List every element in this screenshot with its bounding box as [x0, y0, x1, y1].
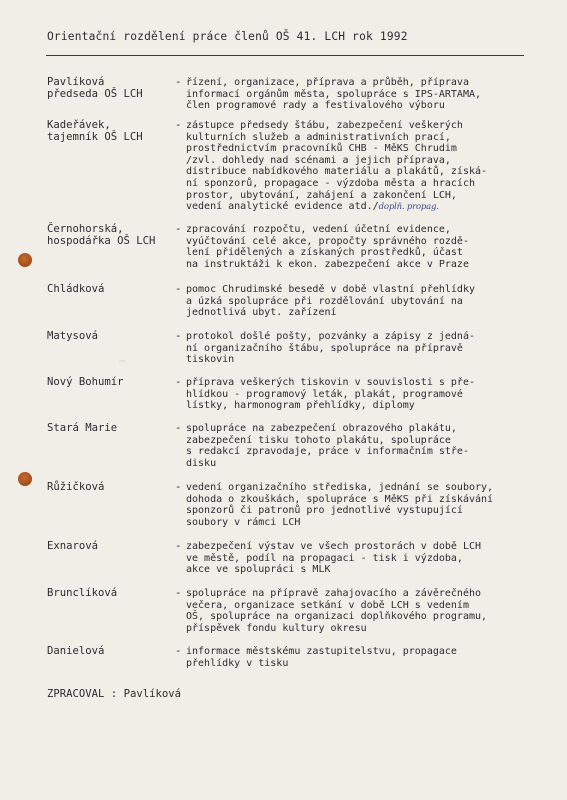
entry-description-text: zástupce předsedy štábu, zabezpečení veškerých kulturních služeb a administrativních prací, prostřednictvím pracovníků CHB - MěKS Chrudim /zvl. dohledy nad scénami a jejich příprava, distribuce nabídkového materiálu a plakátů, získá- ní sponzorů, propagace - výzdoba města a hracích prostor, ubytování, zahájení a zakončení LCH, vedení analytické evidence atd./ [186, 120, 488, 213]
entry-description: příprava veškerých tiskovin v souvislosti s pře- hlídkou - programový leták, plakát, programové lístky, harmonogram přehlídky, diplomy [186, 377, 475, 412]
entry-name: Chládková [47, 283, 105, 295]
entry-name: Brunclíková [47, 587, 118, 599]
punch-hole-bottom [18, 472, 32, 486]
entry-description: vedení organizačního střediska, jednání se soubory, dohoda o zkouškách, spolupráce s MěKS při získávání sponzorů či patronů pro jednotlivé vystupující soubory v rámci LCH [186, 482, 494, 528]
entry-name: Růžičková [47, 481, 105, 493]
handwritten-note: doplň. propag. [378, 202, 439, 213]
entry-dash: - [175, 422, 182, 434]
entry-name: Matysová [47, 330, 99, 342]
entry-name: Stará Marie [47, 422, 118, 434]
entry-dash: - [175, 481, 182, 493]
entry-name: Exnarová [47, 540, 99, 552]
document-title: Orientační rozdělení práce členů OŠ 41. LCH rok 1992 [47, 30, 408, 43]
entry-dash: - [175, 330, 182, 342]
entry-dash: - [175, 376, 182, 388]
entry-description: protokol došlé pošty, pozvánky a zápisy z jedná- ní organizačního štábu, spolupráce na přípravě tiskovin [186, 331, 475, 366]
entry-description: spolupráce na přípravě zahajovacího a závěrečného večera, organizace setkání v době LCH s vedením OŠ, spolupráce na organizaci doplňkového programu, příspěvek fondu kultury okresu [186, 588, 488, 634]
entry-name: Nový Bohumír [47, 376, 124, 388]
entry-description: zpracování rozpočtu, vedení účetní evidence, vyúčtování celé akce, propočty správného rozdě- lení přidělených a získaných prostředků, účast na instruktáži k ekon. zabezpečení akce v Praze [186, 224, 469, 270]
entry-dash: - [175, 119, 182, 131]
entry-description: zabezpečení výstav ve všech prostorách v době LCH ve městě, podíl na propagaci - tisk i výzdoba, akce ve spolupráci s MLK [186, 541, 482, 576]
entry-dash: - [175, 283, 182, 295]
entry-description: spolupráce na zabezpečení obrazového plakátu, zabezpečení tisku tohoto plakátu, spolupráce s redakcí zpravodaje, práce v informačním stře- disku [186, 423, 469, 469]
entry-dash: - [175, 645, 182, 657]
entry-name: Danielová [47, 645, 105, 657]
entry-name: Pavlíková předseda OŠ LCH [47, 76, 143, 100]
entry-dash: - [175, 76, 182, 88]
title-underline [46, 55, 524, 56]
entry-dash: - [175, 223, 182, 235]
prepared-by-name: Pavlíková [123, 688, 181, 700]
punch-hole-top [18, 253, 32, 267]
bleed-through-mark: ~ [116, 355, 128, 368]
entry-description: pomoc Chrudimské besedě v době vlastní přehlídky a úzká spolupráce při rozdělování ubytování na jednotlivá ubyt. zařízení [186, 284, 475, 319]
entry-name: Černohorská, hospodářka OŠ LCH [47, 223, 156, 247]
entry-name: Kadeřávek, tajemník OŠ LCH [47, 119, 143, 143]
entry-description: informace městskému zastupitelstvu, propagace přehlídky v tisku [186, 646, 457, 669]
entry-dash: - [175, 587, 182, 599]
prepared-by-label: ZPRACOVAL : [47, 688, 118, 700]
entry-dash: - [175, 540, 182, 552]
prepared-by [47, 688, 181, 700]
entry-description: řízení, organizace, příprava a průběh, příprava informací orgánům města, spolupráce s IPS-ARTAMA, člen programové rady a festivalového výboru [186, 77, 482, 112]
entry-description [186, 120, 536, 214]
